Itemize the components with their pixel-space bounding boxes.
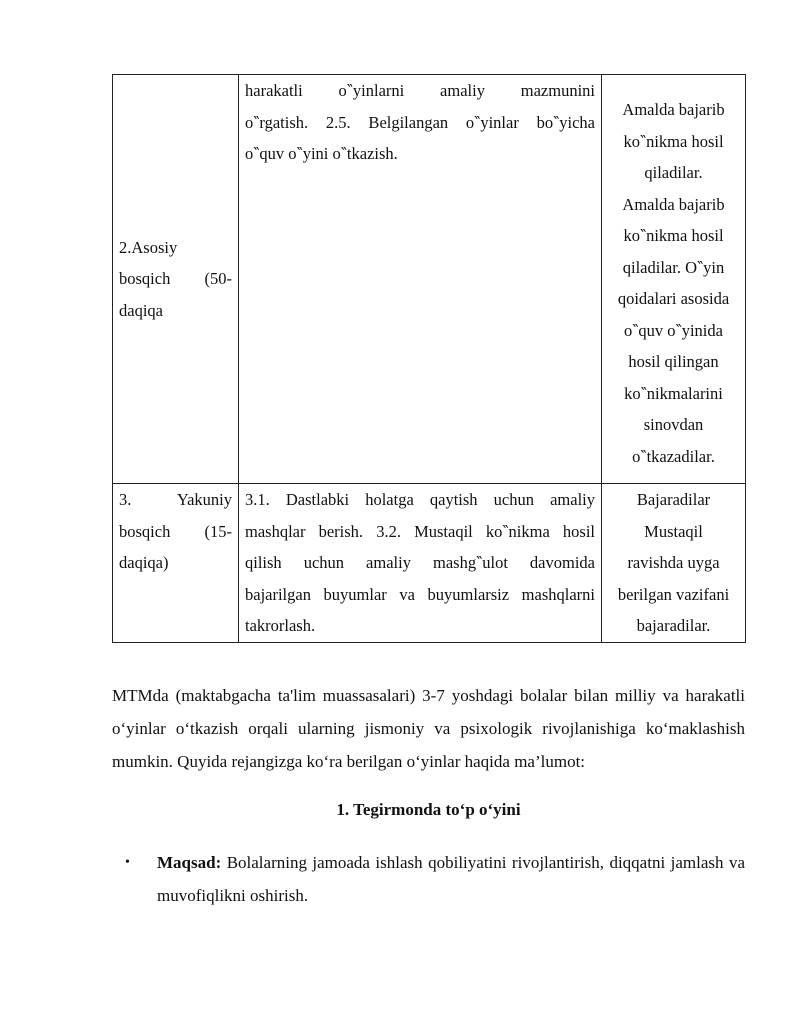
content-line: 3.1. Dastlabki holatga qaytish uchun amaliy <box>245 490 595 509</box>
result-line: berilgan vazifani <box>617 584 730 604</box>
bullet-label: Maqsad: <box>157 853 222 872</box>
result-line: hosil qilingan <box>628 352 719 371</box>
result-line: o‶quv o‶yinida <box>624 320 723 340</box>
result-line: qiladilar. <box>644 163 703 182</box>
result-cell <box>602 484 746 643</box>
stage-line: daqiqa) <box>119 553 169 572</box>
result-line: ko‶nikmalarini <box>624 383 723 403</box>
result-line: ko‶nikma hosil <box>623 226 724 245</box>
bullet-text: Bolalarning jamoada ishlash qobiliyatini rivojlantirish, diqqatni jamlash va muvofiqlikni oshirish. <box>157 853 745 905</box>
content-line: o‶quv o‶yini o‶tkazish. <box>245 144 398 163</box>
content-cell <box>239 484 602 643</box>
content-line: takrorlash. <box>245 616 316 635</box>
result-line: Amalda bajarib <box>622 100 725 119</box>
stage-line: 3. Yakuniy <box>119 490 232 509</box>
bullet-marker: • <box>125 855 130 870</box>
result-line: Amalda bajarib <box>622 194 725 214</box>
result-line: sinovdan <box>643 415 704 434</box>
section-heading: 1. Tegirmonda to‘p o‘yini <box>336 800 521 819</box>
content-cell <box>239 75 602 484</box>
stage-cell <box>113 75 239 484</box>
result-cell <box>602 75 746 484</box>
result-line: qiladilar. O‶yin <box>622 257 725 277</box>
bullet-text-block <box>157 846 745 912</box>
result-line: ravishda uyga <box>627 553 720 572</box>
content-line: o‶rgatish. 2.5. Belgilangan o‶yinlar bo‶yicha <box>245 112 595 132</box>
result-line: bajaradilar. <box>636 616 711 635</box>
intro-paragraph: MTMda (maktabgacha ta'lim muassasalari) 3-7 yoshdagi bolalar bilan milliy va harakatli o‘yinlar o‘tkazish orqali ularning jismoniy va psixologik rivojlanishiga ko‘maklashish mumkin. Quyida rejangizga ko‘ra berilgan o‘yinlar haqida ma’lumot: <box>112 686 745 771</box>
stage-line: bosqich (15- <box>119 521 232 541</box>
stage-line: bosqich (50- <box>119 269 232 289</box>
result-line: Bajaradilar <box>636 490 711 509</box>
content-line: mashqlar berish. 3.2. Mustaqil ko‶nikma hosil <box>245 521 595 541</box>
result-line: o‶tkazadilar. <box>632 446 715 466</box>
table-row-main-stage <box>113 75 746 484</box>
content-line: bajarilgan buyumlar va buyumlarsiz mashqlarni <box>245 584 595 604</box>
result-line: Mustaqil <box>644 521 703 541</box>
stage-line: daqiqa <box>119 300 163 320</box>
content-line: qilish uchun amaliy mashg‶ulot davomida <box>245 553 595 572</box>
bullet-item-goal <box>125 846 745 912</box>
stage-line: 2.Asosiy <box>119 237 178 257</box>
lesson-plan-table <box>112 74 746 643</box>
result-line: ko‶nikma hosil <box>623 131 724 151</box>
table-row-final-stage <box>113 484 746 643</box>
stage-cell <box>113 484 239 643</box>
content-line: harakatli o‶yinlarni amaliy mazmunini <box>245 81 595 100</box>
result-line: qoidalari asosida <box>617 289 730 308</box>
